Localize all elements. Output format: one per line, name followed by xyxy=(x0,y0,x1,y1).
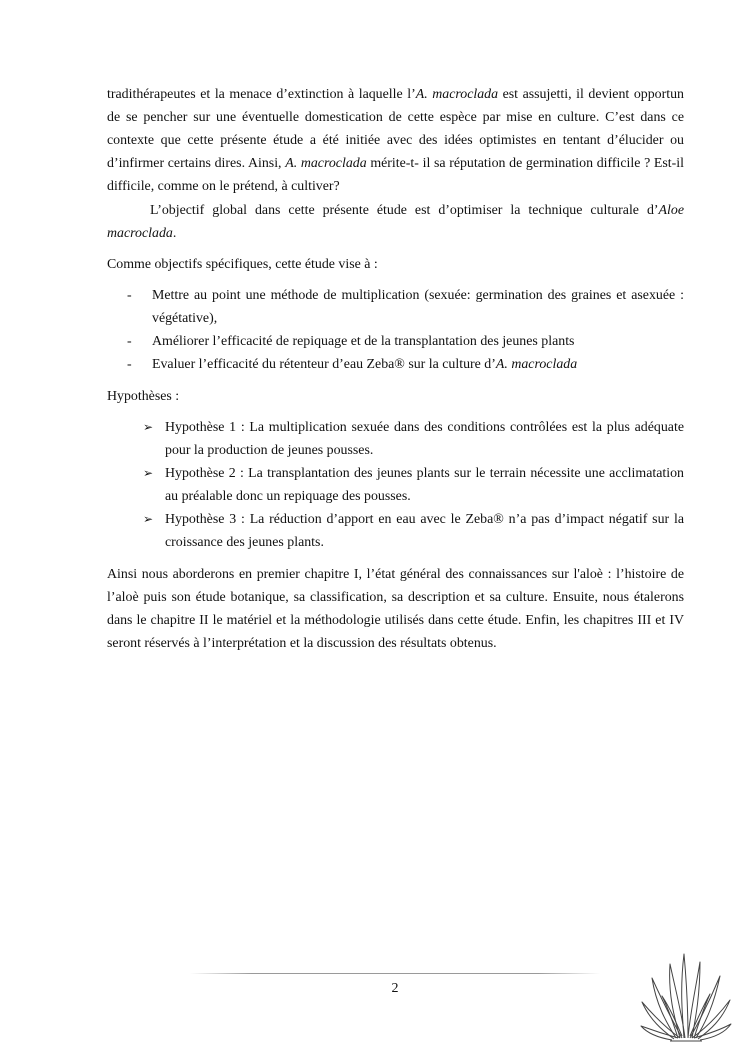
dash-bullet: - xyxy=(127,357,132,372)
list-item-species: A. macroclada xyxy=(495,357,578,372)
hypothesis-item xyxy=(107,462,684,508)
objective-species: Aloe macroclada xyxy=(107,203,684,241)
closing-paragraph: Ainsi nous aborderons en premier chapitre I, l’état général des connaissances sur l'aloè : l’histoire de l’aloè puis son étude botanique, sa classification, sa description et sa culture. Ensuite, nous étalerons dans le chapitre II le matériel et la méthodologie utilisés dans cette étude. Enfin, les chapitres III et IV seront réservés à l’interprétation et la discussion des résultats obtenus. xyxy=(107,567,684,651)
hypothesis-text: Hypothèse 2 : La transplantation des jeunes plants sur le terrain nécessite une acclimatation au préalable donc un repiquage des pousses. xyxy=(165,466,684,504)
dash-bullet: - xyxy=(127,288,132,303)
objective-text-1: L’objectif global dans cette présente étude est d’optimiser la technique culturale d’ xyxy=(150,203,659,218)
hypothesis-item xyxy=(107,416,684,462)
hypotheses-heading: Hypothèses : xyxy=(107,389,180,404)
specific-objectives-intro: Comme objectifs spécifiques, cette étude vise à : xyxy=(107,257,378,272)
arrow-bullet-icon: ➢ xyxy=(143,512,154,526)
document-body xyxy=(107,83,684,655)
list-item-text: Améliorer l’efficacité de repiquage et de la transplantation des jeunes plants xyxy=(152,334,575,349)
intro-text-2: est assujetti, il devient opportun de se pencher sur une éventuelle domestication de cette espèce par mise en culture. C’est dans ce contexte que cette présente étude a été initiée avec des idées optimistes en tentant d’élucider ou d’infirmer certains dires. Ainsi, xyxy=(107,87,684,171)
arrow-bullet-icon: ➢ xyxy=(143,420,154,434)
aloe-plant-icon xyxy=(640,942,732,1042)
intro-species-1: A. macroclada xyxy=(415,87,499,102)
hypothesis-text: Hypothèse 3 : La réduction d’apport en eau avec le Zeba® n’a pas d’impact négatif sur la croissance des jeunes plants. xyxy=(165,512,684,550)
objective-paragraph xyxy=(107,199,684,245)
intro-text-1: tradithérapeutes et la menace d’extinction à laquelle l’ xyxy=(107,87,416,102)
objective-text-2: . xyxy=(172,226,177,241)
list-item xyxy=(107,353,684,376)
hypotheses-list xyxy=(107,416,684,554)
list-item-text: Mettre au point une méthode de multiplication (sexuée: germination des graines et asexuée : végétative), xyxy=(152,288,684,326)
list-item xyxy=(107,330,684,353)
dash-bullet: - xyxy=(127,334,132,349)
intro-text-3: mérite-t- il sa réputation de germination difficile ? Est-il difficile, comme on le prétend, à cultiver? xyxy=(107,156,685,194)
intro-paragraph xyxy=(107,83,684,198)
hypothesis-text: Hypothèse 1 : La multiplication sexuée dans des conditions contrôlées est la plus adéquate pour la production de jeunes pousses. xyxy=(165,420,684,458)
intro-species-2: A. macroclada xyxy=(285,156,367,171)
hypothesis-item xyxy=(107,508,684,554)
specific-objectives-list xyxy=(107,284,684,376)
page-number: 2 xyxy=(391,981,399,996)
list-item xyxy=(107,284,684,330)
arrow-bullet-icon: ➢ xyxy=(143,466,154,480)
list-item-text: Evaluer l’efficacité du rétenteur d’eau Zeba® sur la culture d’ xyxy=(152,357,496,372)
footer-divider xyxy=(190,973,600,974)
